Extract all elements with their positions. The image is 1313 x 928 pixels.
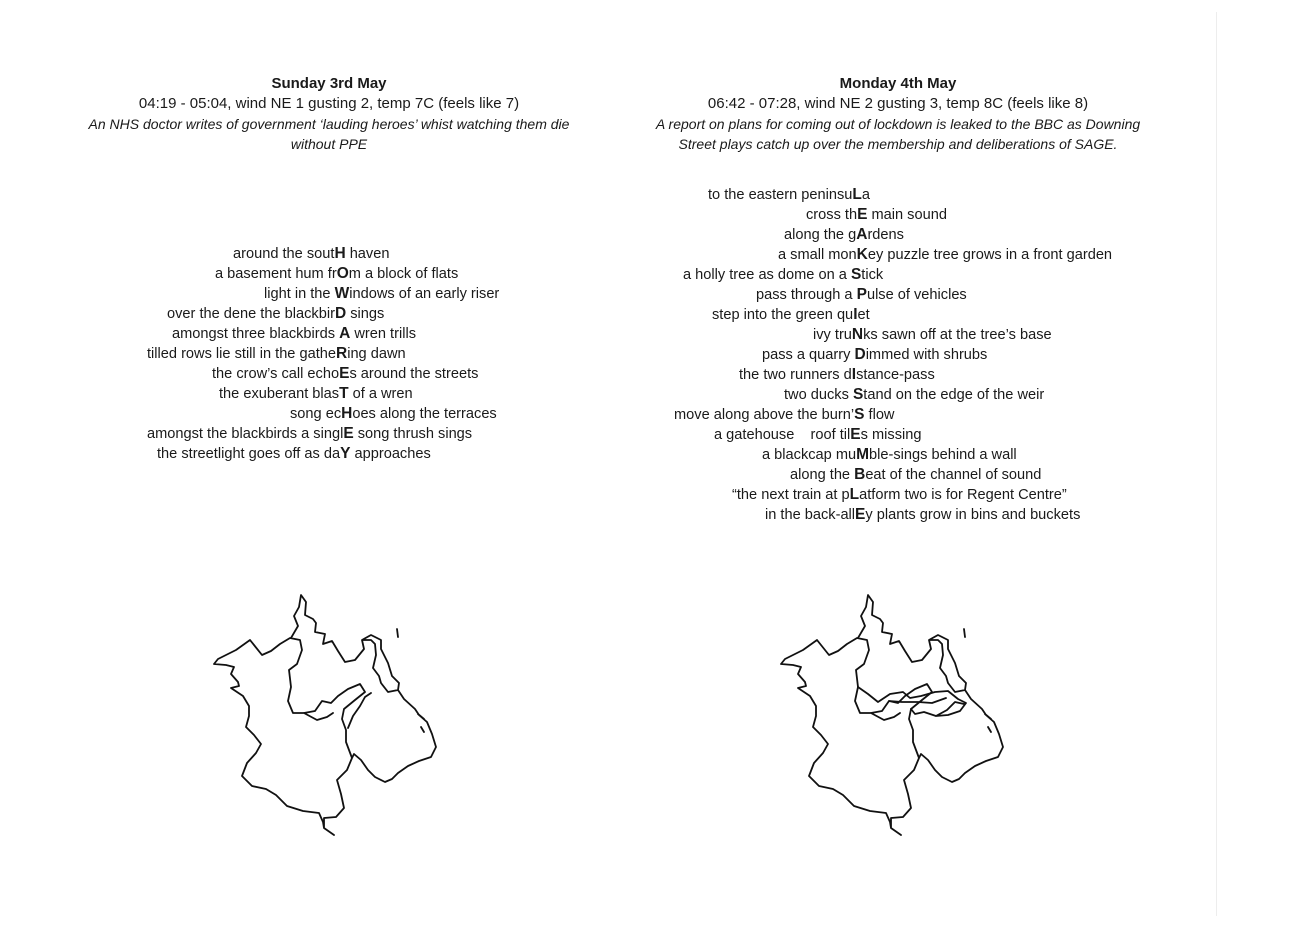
poem-line: a gatehouse roof tilEs missing [714,426,922,443]
page-edge [1216,12,1217,916]
poem-line: a basement hum frOm a block of flats [215,265,459,282]
poem-line: over the dene the blackbirD sings [167,305,385,322]
poem-line: to the eastern peninsuLa [708,186,871,203]
poem-line: around the soutH haven [233,245,390,262]
left-news-note: An NHS doctor writes of government ‘lauding heroes’ whist watching them die without PPE [88,116,570,152]
left-weather: 04:19 - 05:04, wind NE 1 gusting 2, temp 7C (feels like 7) [138,95,520,112]
poem-line: tilled rows lie still in the gatheRing dawn [147,345,406,362]
poem-line: the exuberant blasT of a wren [219,385,413,402]
poem-line: move along above the burn’S flow [674,406,895,423]
right-header [646,74,1150,154]
poem-line: the streetlight goes off as daY approaches [157,445,431,462]
poem-line: light in the Windows of an early riser [264,285,500,302]
poem-line: along the gArdens [784,226,904,243]
poem-line: amongst three blackbirds A wren trills [172,325,416,342]
right-weather: 06:42 - 07:28, wind NE 2 gusting 3, temp 8C (feels like 8) [707,95,1089,112]
poem-line: ivy truNks sawn off at the tree’s base [813,326,1052,343]
poem-line: the crow’s call echoEs around the streets [212,365,479,382]
poem-line: a blackcap muMble-sings behind a wall [762,446,1017,463]
poem-line: pass through a Pulse of vehicles [756,286,967,303]
poem-line: the two runners dIstance-pass [739,366,935,383]
poem-line: along the Beat of the channel of sound [790,466,1042,483]
poem-line: pass a quarry Dimmed with shrubs [762,346,988,363]
poem-line: song ecHoes along the terraces [290,405,497,422]
poem-line: a small monKey puzzle tree grows in a front garden [778,246,1113,263]
poem-line: a holly tree as dome on a Stick [683,266,884,283]
poem-line: in the back-allEy plants grow in bins and buckets [765,506,1081,523]
left-header [79,74,579,154]
poem-line: step into the green quIet [712,306,870,323]
poem-line: two ducks Stand on the edge of the weir [784,386,1045,403]
poem-line: “the next train at pLatform two is for Regent Centre” [732,486,1067,503]
town-boundary-outline [214,595,436,835]
right-route-map [772,582,1017,842]
right-news-note: A report on plans for coming out of lockdown is leaked to the BBC as Downing Street plays catch up over the membership and deliberations of SAGE. [655,116,1141,152]
left-date-title: Sunday 3rd May [271,75,387,92]
town-boundary-outline [781,595,1003,835]
right-date-title: Monday 4th May [839,75,957,92]
poem-line: cross thE main sound [806,206,947,223]
poem-line: amongst the blackbirds a singlE song thrush sings [147,425,473,442]
left-route-map [205,582,450,842]
